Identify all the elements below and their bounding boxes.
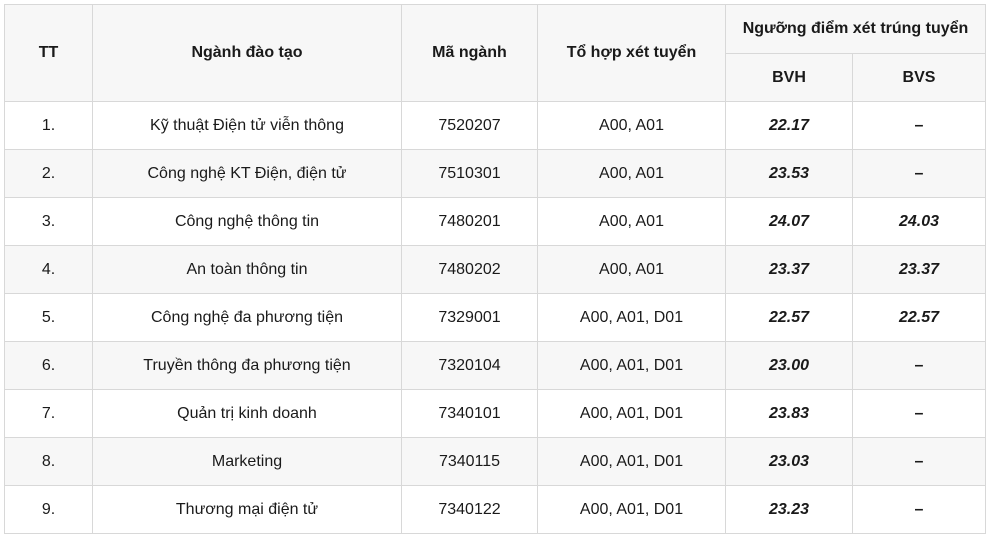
cell-bvs: 24.03 bbox=[853, 198, 986, 246]
col-header-code: Mã ngành bbox=[402, 5, 538, 102]
header-row-1 bbox=[5, 5, 986, 54]
cell-major: Quản trị kinh doanh bbox=[93, 390, 402, 438]
cell-bvh: 23.23 bbox=[726, 486, 853, 534]
cell-bvs: 23.37 bbox=[853, 246, 986, 294]
cell-bvh: 23.03 bbox=[726, 438, 853, 486]
table-row bbox=[5, 294, 986, 342]
cell-major: Công nghệ KT Điện, điện tử bbox=[93, 150, 402, 198]
table-row bbox=[5, 438, 986, 486]
cell-combo: A00, A01 bbox=[538, 102, 726, 150]
cell-tt: 6. bbox=[5, 342, 93, 390]
cell-bvs: 22.57 bbox=[853, 294, 986, 342]
table-row bbox=[5, 150, 986, 198]
cell-bvs: – bbox=[853, 342, 986, 390]
cell-code: 7510301 bbox=[402, 150, 538, 198]
cell-bvs: – bbox=[853, 390, 986, 438]
cell-bvh: 22.17 bbox=[726, 102, 853, 150]
cell-major: Công nghệ đa phương tiện bbox=[93, 294, 402, 342]
cell-tt: 4. bbox=[5, 246, 93, 294]
cell-combo: A00, A01, D01 bbox=[538, 486, 726, 534]
cell-tt: 1. bbox=[5, 102, 93, 150]
cell-code: 7320104 bbox=[402, 342, 538, 390]
cell-code: 7340122 bbox=[402, 486, 538, 534]
col-header-tt: TT bbox=[5, 5, 93, 102]
cell-bvs: – bbox=[853, 486, 986, 534]
cell-bvh: 23.83 bbox=[726, 390, 853, 438]
cell-tt: 8. bbox=[5, 438, 93, 486]
cell-bvh: 22.57 bbox=[726, 294, 853, 342]
admission-scores-table bbox=[4, 4, 986, 534]
cell-bvs: – bbox=[853, 438, 986, 486]
cell-tt: 2. bbox=[5, 150, 93, 198]
cell-bvs: – bbox=[853, 102, 986, 150]
cell-bvs: – bbox=[853, 150, 986, 198]
cell-tt: 3. bbox=[5, 198, 93, 246]
table-row bbox=[5, 390, 986, 438]
col-header-bvh: BVH bbox=[726, 54, 853, 102]
col-header-combo: Tổ hợp xét tuyển bbox=[538, 5, 726, 102]
cell-major: Công nghệ thông tin bbox=[93, 198, 402, 246]
table-row bbox=[5, 342, 986, 390]
cell-code: 7520207 bbox=[402, 102, 538, 150]
cell-combo: A00, A01, D01 bbox=[538, 342, 726, 390]
cell-code: 7480201 bbox=[402, 198, 538, 246]
cell-code: 7480202 bbox=[402, 246, 538, 294]
cell-combo: A00, A01 bbox=[538, 246, 726, 294]
table-row bbox=[5, 102, 986, 150]
table-body bbox=[5, 102, 986, 534]
cell-tt: 7. bbox=[5, 390, 93, 438]
cell-major: Kỹ thuật Điện tử viễn thông bbox=[93, 102, 402, 150]
cell-major: Truyền thông đa phương tiện bbox=[93, 342, 402, 390]
table-row bbox=[5, 246, 986, 294]
col-header-bvs: BVS bbox=[853, 54, 986, 102]
cell-bvh: 23.53 bbox=[726, 150, 853, 198]
cell-combo: A00, A01, D01 bbox=[538, 294, 726, 342]
cell-major: Thương mại điện tử bbox=[93, 486, 402, 534]
cell-tt: 5. bbox=[5, 294, 93, 342]
cell-code: 7329001 bbox=[402, 294, 538, 342]
cell-tt: 9. bbox=[5, 486, 93, 534]
cell-major: An toàn thông tin bbox=[93, 246, 402, 294]
table-header bbox=[5, 5, 986, 102]
col-header-major: Ngành đào tạo bbox=[93, 5, 402, 102]
cell-combo: A00, A01, D01 bbox=[538, 438, 726, 486]
cell-major: Marketing bbox=[93, 438, 402, 486]
cell-combo: A00, A01, D01 bbox=[538, 390, 726, 438]
cell-code: 7340115 bbox=[402, 438, 538, 486]
cell-combo: A00, A01 bbox=[538, 150, 726, 198]
table-row bbox=[5, 198, 986, 246]
cell-bvh: 23.37 bbox=[726, 246, 853, 294]
col-header-threshold: Ngưỡng điểm xét trúng tuyển bbox=[726, 5, 986, 54]
table-row bbox=[5, 486, 986, 534]
cell-bvh: 24.07 bbox=[726, 198, 853, 246]
cell-bvh: 23.00 bbox=[726, 342, 853, 390]
cell-code: 7340101 bbox=[402, 390, 538, 438]
cell-combo: A00, A01 bbox=[538, 198, 726, 246]
